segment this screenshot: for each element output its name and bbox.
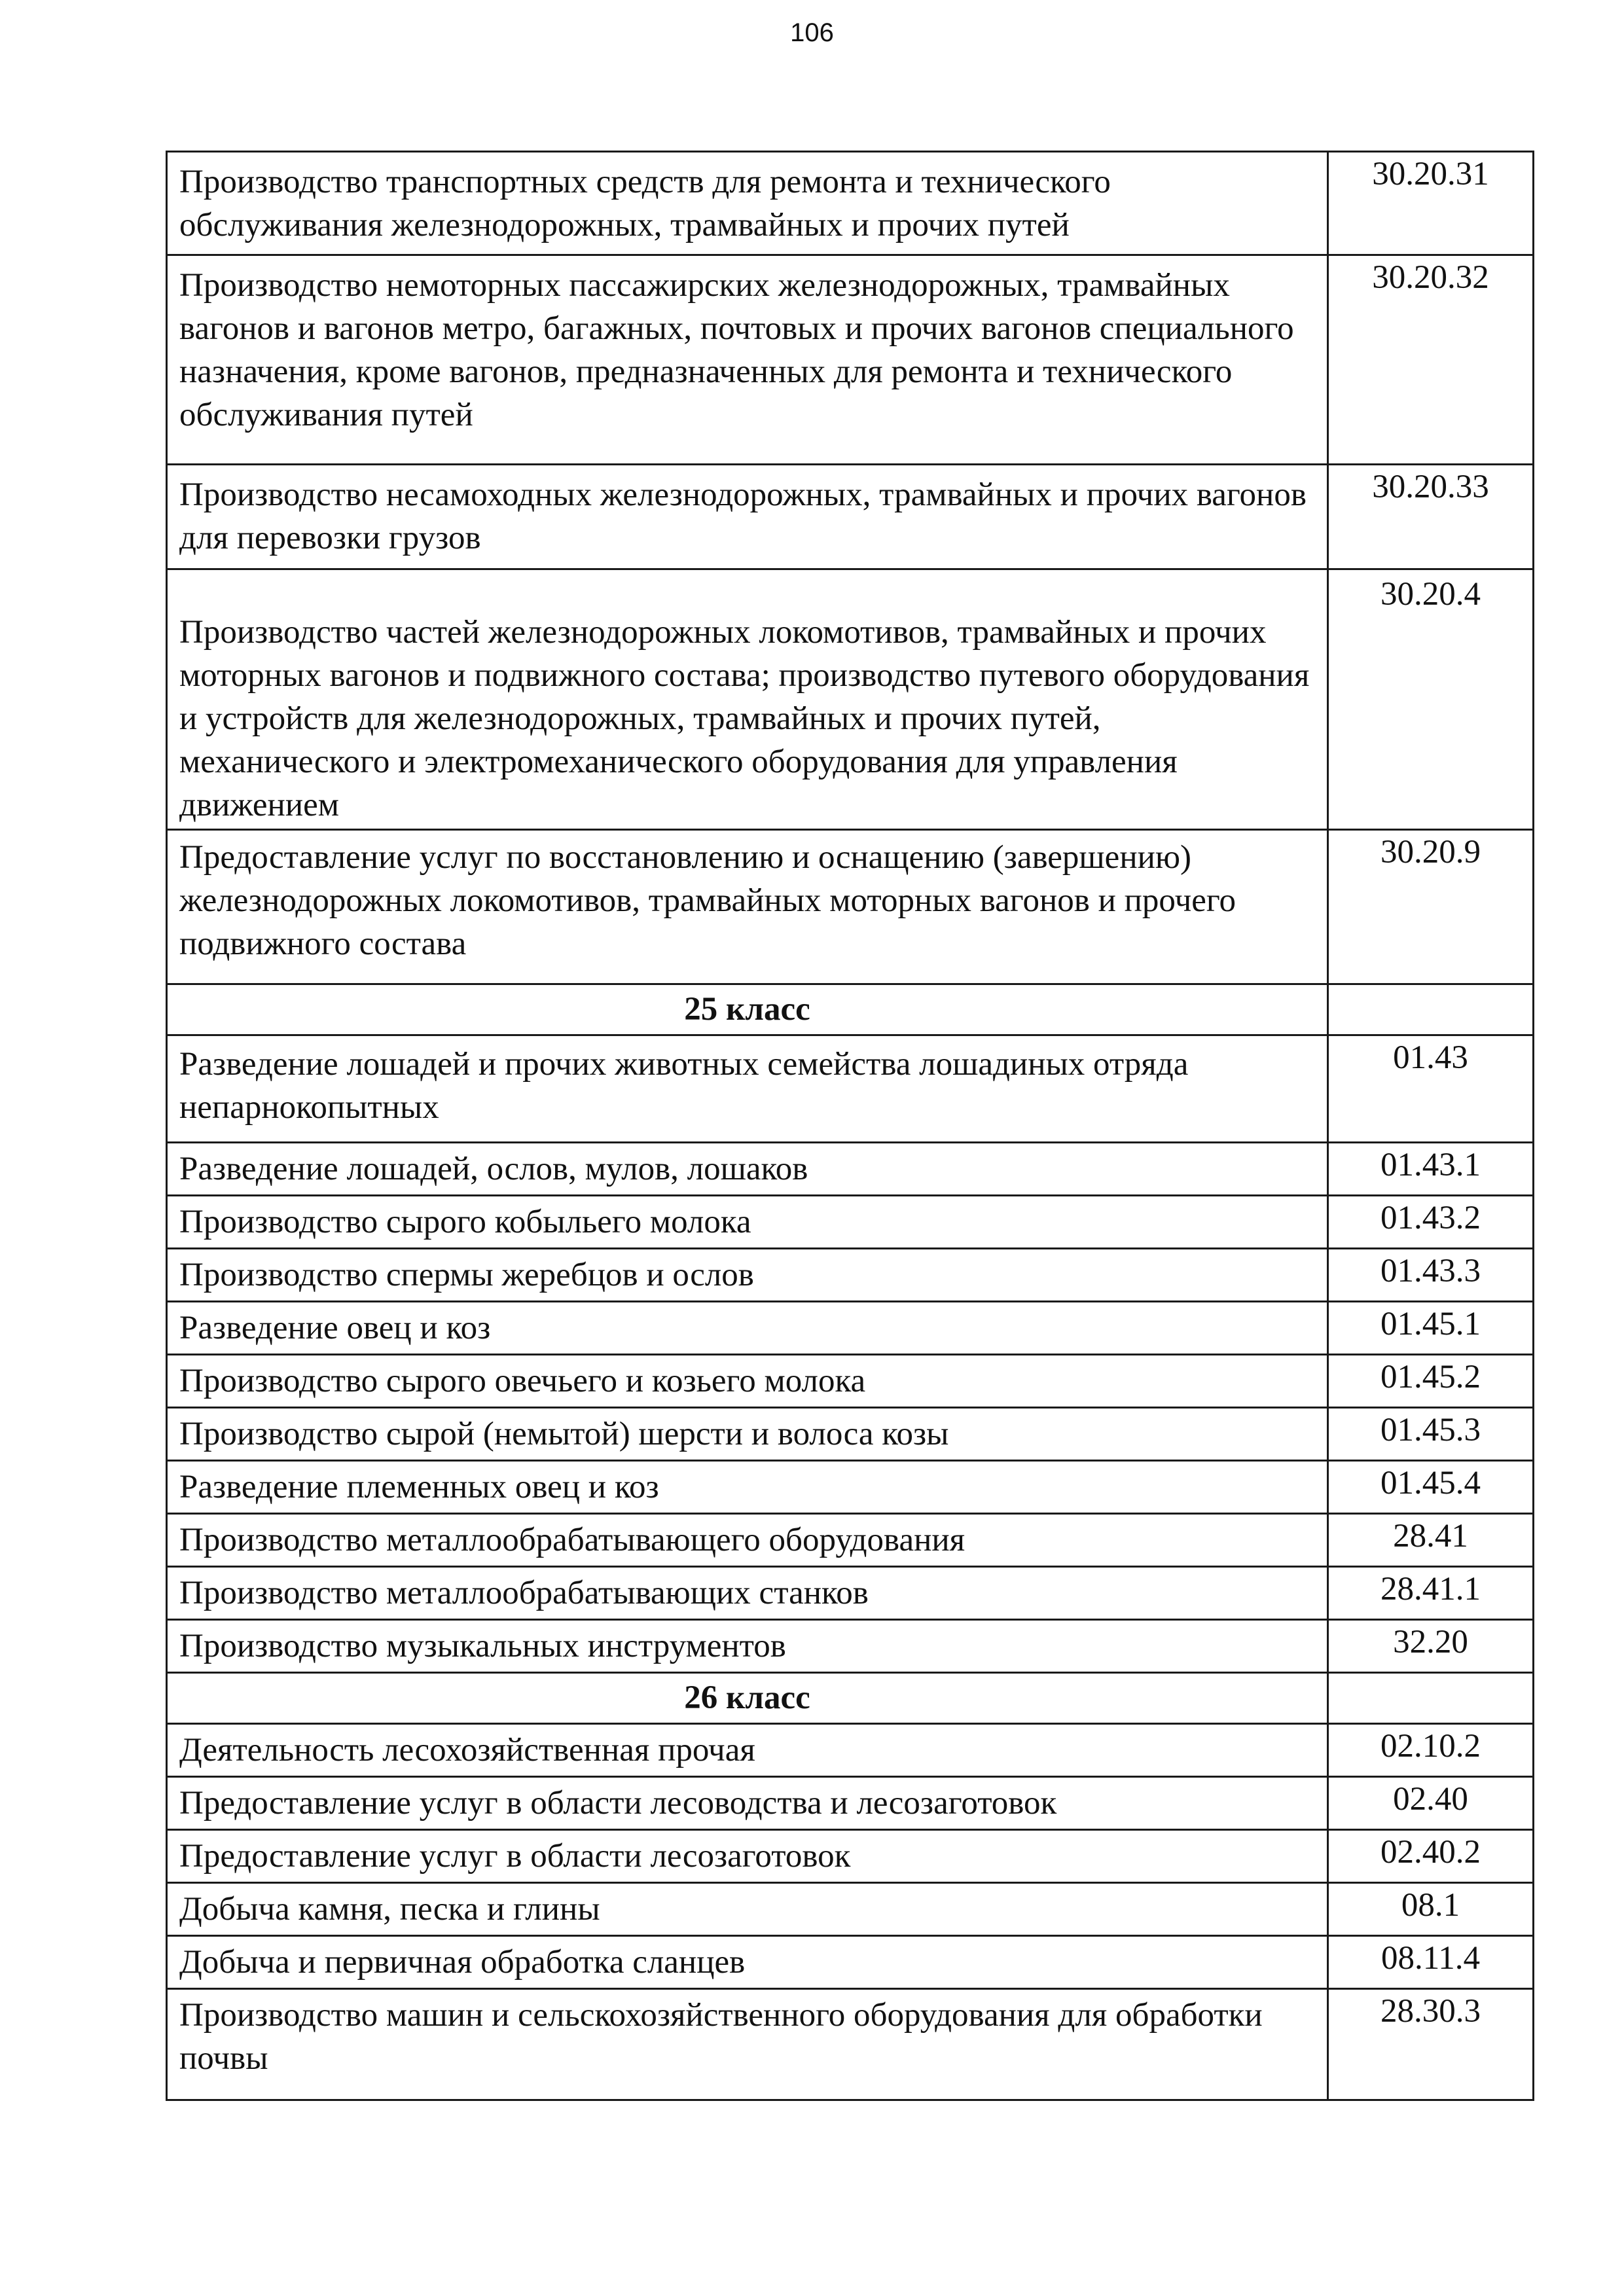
activity-description: Предоставление услуг в области лесозаготовок [167,1830,1328,1883]
activity-description: Добыча камня, песка и глины [167,1883,1328,1936]
table-row [167,1408,1534,1461]
activity-code: 01.45.3 [1328,1408,1534,1461]
activity-description: Производство музыкальных инструментов [167,1620,1328,1673]
activity-code: 01.43.2 [1328,1196,1534,1249]
activity-code: 01.45.2 [1328,1355,1534,1408]
table-row [167,1989,1534,2100]
activity-code: 01.43.1 [1328,1143,1534,1196]
class-header-row [167,984,1534,1035]
activity-code: 30.20.31 [1328,152,1534,255]
activity-code: 01.45.1 [1328,1302,1534,1355]
activity-codes-table [166,151,1534,2101]
activity-code: 02.40.2 [1328,1830,1534,1883]
activity-description: Производство сырого кобыльего молока [167,1196,1328,1249]
empty-code-cell [1328,984,1534,1035]
table-row [167,569,1534,830]
activity-code: 01.45.4 [1328,1461,1534,1514]
activity-description: Добыча и первичная обработка сланцев [167,1936,1328,1989]
table-row [167,1035,1534,1143]
activity-description: Разведение лошадей и прочих животных семейства лошадиных отряда непарнокопытных [167,1035,1328,1143]
activity-code: 02.40 [1328,1777,1534,1830]
activity-description: Производство немоторных пассажирских железнодорожных, трамвайных вагонов и вагонов метро, багажных, почтовых и прочих вагонов специального назначения, кроме вагонов, предназначенных для ремонта и технического обслуживания путей [167,255,1328,465]
activity-description: Производство металлообрабатывающего оборудования [167,1514,1328,1567]
activity-code: 08.11.4 [1328,1936,1534,1989]
activity-description: Производство частей железнодорожных локомотивов, трамвайных и прочих моторных вагонов и подвижного состава; производство путевого оборудования и устройств для железнодорожных, трамвайных и прочих путей, механического и электромеханического оборудования для управления движением [167,569,1328,830]
activity-description: Производство металлообрабатывающих станков [167,1567,1328,1620]
activity-description: Производство транспортных средств для ремонта и технического обслуживания железнодорожных, трамвайных и прочих путей [167,152,1328,255]
activity-description: Разведение овец и коз [167,1302,1328,1355]
activity-description: Разведение племенных овец и коз [167,1461,1328,1514]
table-row [167,152,1534,255]
activity-description: Производство сырой (немытой) шерсти и волоса козы [167,1408,1328,1461]
activity-code: 32.20 [1328,1620,1534,1673]
activity-code: 08.1 [1328,1883,1534,1936]
table-row [167,1355,1534,1408]
activity-description: Разведение лошадей, ослов, мулов, лошаков [167,1143,1328,1196]
activity-code: 01.43 [1328,1035,1534,1143]
table-row [167,1302,1534,1355]
table-row [167,1936,1534,1989]
table-row [167,1724,1534,1777]
table-row [167,1567,1534,1620]
table-row [167,1830,1534,1883]
table-row [167,1249,1534,1302]
class-header-row [167,1673,1534,1724]
class-heading: 25 класс [167,984,1328,1035]
activity-code: 30.20.32 [1328,255,1534,465]
class-heading: 26 класс [167,1673,1328,1724]
table-row [167,255,1534,465]
table-row [167,465,1534,569]
table-row [167,1196,1534,1249]
activity-code: 01.43.3 [1328,1249,1534,1302]
table-row [167,1777,1534,1830]
activity-description: Производство несамоходных железнодорожных, трамвайных и прочих вагонов для перевозки грузов [167,465,1328,569]
table-row [167,1514,1534,1567]
table-row [167,1461,1534,1514]
activity-description: Предоставление услуг по восстановлению и оснащению (завершению) железнодорожных локомотивов, трамвайных моторных вагонов и прочего подвижного состава [167,830,1328,984]
activity-code: 30.20.33 [1328,465,1534,569]
activity-description: Производство машин и сельскохозяйственного оборудования для обработки почвы [167,1989,1328,2100]
activity-description: Предоставление услуг в области лесоводства и лесозаготовок [167,1777,1328,1830]
table-row [167,830,1534,984]
activity-code: 28.41 [1328,1514,1534,1567]
empty-code-cell [1328,1673,1534,1724]
table-row [167,1620,1534,1673]
table-row [167,1143,1534,1196]
page-number: 106 [790,18,834,47]
activity-description: Производство сырого овечьего и козьего молока [167,1355,1328,1408]
activity-code: 30.20.4 [1328,569,1534,830]
activity-code: 02.10.2 [1328,1724,1534,1777]
activity-code: 28.30.3 [1328,1989,1534,2100]
table-row [167,1883,1534,1936]
activity-code: 28.41.1 [1328,1567,1534,1620]
activity-description: Деятельность лесохозяйственная прочая [167,1724,1328,1777]
activity-code: 30.20.9 [1328,830,1534,984]
activity-description: Производство спермы жеребцов и ослов [167,1249,1328,1302]
